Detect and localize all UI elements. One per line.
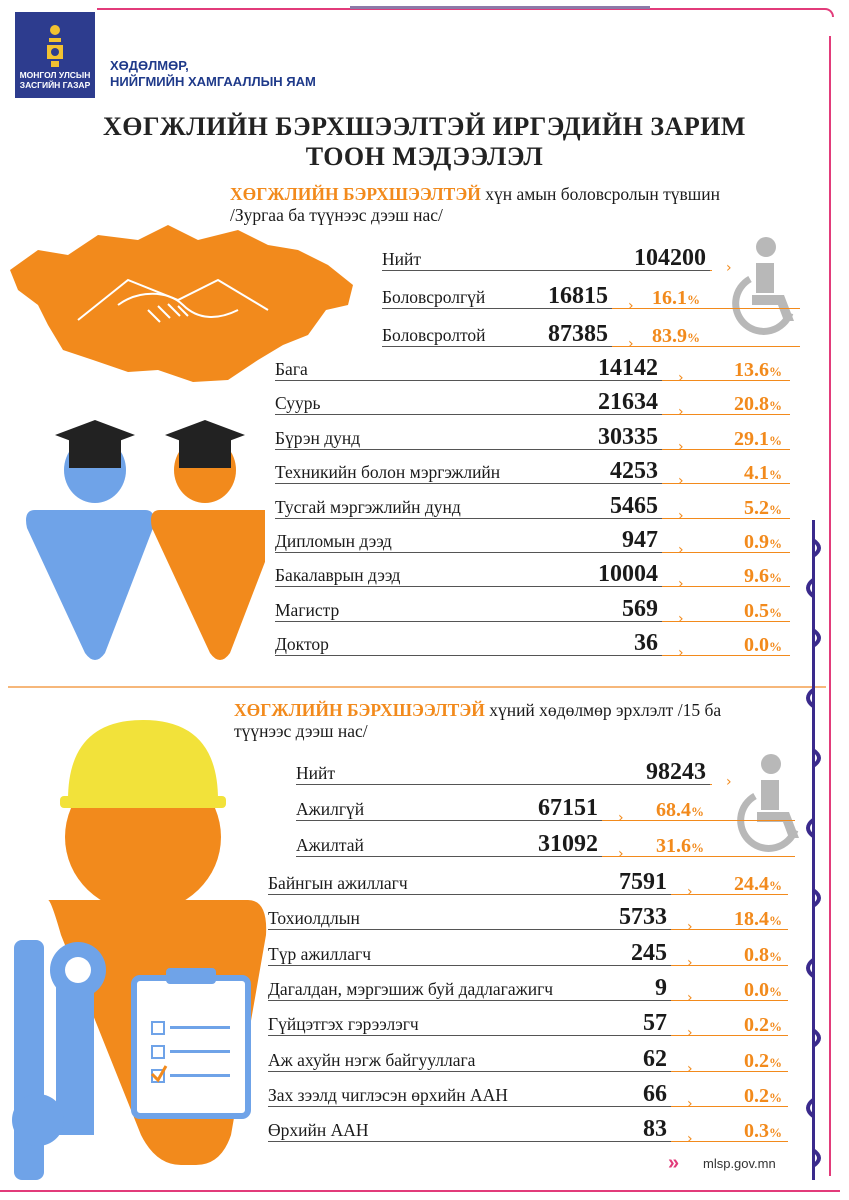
arrow-head-icon: › (678, 576, 684, 593)
education-summary-row (0, 242, 849, 276)
education-summary-value: 87385 (548, 321, 608, 347)
employment-type-percent: 24.4% (734, 873, 782, 895)
arrow-head-icon: › (628, 298, 634, 314)
percent-sign: % (769, 398, 782, 414)
education-level-value: 569 (622, 595, 658, 622)
education-level-label: Бага (275, 359, 308, 379)
education-title-highlight: ХӨГЖЛИЙН БЭРХШЭЭЛТЭЙ (230, 184, 481, 204)
employment-summary-label: Нийт (296, 763, 336, 783)
employment-type-label: Аж ахуйн нэгж байгууллага (268, 1049, 476, 1070)
percent-sign: % (769, 913, 782, 929)
education-level-value: 14142 (598, 355, 658, 381)
employment-type-percent: 0.8% (744, 943, 782, 966)
arrow-head-icon: › (678, 645, 684, 662)
percent-sign: % (691, 840, 704, 855)
education-level-percent: 20.8% (734, 393, 782, 416)
arrow-head-icon: › (687, 954, 693, 971)
arrow-head-icon: › (687, 1095, 693, 1112)
employment-summary-label: Ажилгүй (296, 799, 365, 819)
employment-type-label: Өрхийн ААН (268, 1120, 369, 1141)
footer-arrows-icon: » (668, 1152, 680, 1174)
arrow-head-icon: › (678, 438, 684, 455)
education-level-value: 30335 (598, 423, 658, 450)
percent-sign: % (769, 536, 782, 551)
percent-sign: % (769, 570, 782, 586)
ministry-name (110, 58, 316, 90)
ministry-name-line1: ХӨДӨЛМӨР, (110, 58, 189, 73)
arrow-head-icon: › (687, 989, 693, 1006)
arrow-head-icon: › (687, 1060, 693, 1077)
education-summary-percent: 16.1% (652, 287, 700, 309)
graduates-illustration (25, 385, 265, 665)
education-level-percent: 0.5% (744, 599, 782, 622)
employment-type-row (0, 972, 849, 1006)
education-level-label: Доктор (275, 634, 329, 655)
employment-type-value: 245 (631, 939, 667, 966)
employment-type-row (0, 1078, 849, 1112)
employment-type-label: Байнгын ажиллагч (268, 873, 408, 893)
employment-type-row (0, 866, 849, 900)
arrow-head-icon: › (687, 1131, 693, 1148)
employment-type-percent: 0.2% (744, 1049, 782, 1072)
education-level-label: Тусгай мэргэжлийн дунд (275, 496, 461, 517)
employment-title-rest: хүний хөдөлмөр эрхлэлт /15 ба (489, 700, 722, 720)
employment-type-value: 7591 (619, 869, 667, 895)
employment-summary-value: 31092 (538, 831, 598, 857)
ministry-name-line2: НИЙГМИЙН ХАМГААЛЛЫН ЯАМ (110, 74, 316, 89)
percent-sign: % (769, 639, 782, 655)
section-divider (8, 686, 826, 688)
arrow-head-icon: › (726, 260, 732, 276)
logo-text: МОНГОЛ УЛСЫН ЗАСГИЙН ГАЗАР (19, 70, 91, 90)
mongolian-script-decoration (800, 520, 830, 1180)
employment-type-percent: 0.0% (744, 978, 782, 1001)
education-level-label: Дипломын дээд (275, 531, 392, 551)
education-level-value: 4253 (610, 458, 658, 485)
education-title-line2: /Зургаа ба түүнээс дээш нас/ (230, 205, 443, 225)
education-level-label: Суурь (275, 393, 321, 414)
percent-sign: % (769, 432, 782, 448)
education-level-value: 10004 (598, 561, 658, 588)
education-level-value: 5465 (610, 492, 658, 519)
education-level-percent: 13.6% (734, 359, 782, 381)
arrow-head-icon: › (618, 810, 624, 826)
employment-type-label: Дагалдан, мэргэшиж буй дадлагажигч (268, 978, 554, 999)
page-title-line2: ТООН МЭДЭЭЛЭЛ (305, 142, 544, 171)
employment-summary-arrow-line (710, 784, 712, 785)
education-level-label: Техникийн болон мэргэжлийн (275, 462, 501, 483)
education-summary-label: Нийт (382, 249, 422, 269)
frame-bottom-border (0, 1190, 840, 1192)
percent-sign: % (769, 1054, 782, 1070)
employment-type-percent: 18.4% (734, 908, 782, 931)
employment-type-row (0, 937, 849, 971)
employment-summary-row (0, 792, 849, 826)
percent-sign: % (769, 1089, 782, 1105)
education-level-percent: 4.1% (744, 462, 782, 485)
education-level-percent: 0.0% (744, 634, 782, 657)
education-level-value: 36 (634, 630, 658, 657)
arrow-head-icon: › (726, 774, 732, 790)
percent-sign: % (769, 1125, 782, 1141)
education-summary-value: 104200 (634, 245, 706, 271)
top-accent-bar (350, 6, 650, 9)
employment-summary-row (0, 828, 849, 862)
employment-type-row (0, 1043, 849, 1077)
education-summary-label: Боловсролтой (382, 325, 486, 345)
employment-summary-row (0, 756, 849, 790)
employment-summary-label: Ажилтай (296, 835, 364, 855)
education-summary-row (0, 280, 849, 314)
arrow-head-icon: › (678, 610, 684, 627)
employment-type-label: Түр ажиллагч (268, 943, 372, 964)
employment-section-title (234, 700, 804, 742)
education-summary-label: Боловсролгүй (382, 287, 486, 307)
arrow-head-icon: › (687, 1025, 693, 1042)
page-title (0, 112, 849, 172)
employment-type-value: 66 (643, 1080, 667, 1107)
percent-sign: % (687, 292, 700, 307)
arrow-head-icon: › (678, 542, 684, 558)
employment-type-percent: 0.3% (744, 1120, 782, 1143)
arrow-head-icon: › (678, 370, 684, 386)
education-level-row (0, 352, 849, 386)
percent-sign: % (769, 604, 782, 620)
employment-summary-percent: 68.4% (656, 799, 704, 821)
employment-type-row (0, 1113, 849, 1148)
percent-sign: % (687, 330, 700, 345)
frame-top-border (97, 8, 834, 17)
arrow-head-icon: › (678, 404, 684, 421)
employment-summary-value: 98243 (646, 759, 706, 785)
arrow-head-icon: › (687, 884, 693, 900)
percent-sign: % (769, 501, 782, 517)
arrow-head-icon: › (678, 507, 684, 524)
arrow-head-icon: › (678, 473, 684, 490)
education-level-label: Бүрэн дунд (275, 427, 361, 448)
percent-sign: % (769, 467, 782, 483)
education-summary-arrow-line (710, 270, 712, 271)
education-level-percent: 0.9% (744, 531, 782, 553)
education-level-label: Бакалаврын дээд (275, 565, 401, 586)
employment-type-row (0, 1007, 849, 1042)
employment-title-highlight: ХӨГЖЛИЙН БЭРХШЭЭЛТЭЙ (234, 700, 485, 720)
percent-sign: % (769, 948, 782, 964)
percent-sign: % (691, 804, 704, 819)
employment-type-label: Гүйцэтгэх гэрээлэгч (268, 1014, 419, 1035)
education-summary-row (0, 318, 849, 352)
arrow-head-icon: › (628, 336, 634, 352)
employment-type-value: 62 (643, 1045, 667, 1072)
arrow-head-icon: › (618, 846, 624, 862)
percent-sign: % (769, 1019, 782, 1035)
percent-sign: % (769, 364, 782, 379)
education-level-percent: 5.2% (744, 496, 782, 519)
education-summary-percent: 83.9% (652, 325, 700, 347)
employment-summary-percent: 31.6% (656, 835, 704, 857)
footer-url-link[interactable]: mlsp.gov.mn (703, 1156, 776, 1171)
arrow-head-icon: › (687, 919, 693, 936)
employment-type-value: 83 (643, 1116, 667, 1143)
education-title-rest: хүн амын боловсролын түвшин (485, 184, 720, 204)
employment-type-label: Зах зээлд чиглэсэн өрхийн ААН (268, 1084, 508, 1105)
education-level-percent: 9.6% (744, 565, 782, 588)
percent-sign: % (769, 983, 782, 999)
education-level-percent: 29.1% (734, 427, 782, 450)
percent-sign: % (769, 878, 782, 893)
employment-type-label: Тохиолдлын (268, 908, 360, 929)
education-summary-value: 16815 (548, 283, 608, 309)
education-level-value: 21634 (598, 389, 658, 416)
education-level-value: 947 (622, 527, 658, 553)
employment-type-value: 9 (655, 974, 667, 1001)
employment-summary-value: 67151 (538, 795, 598, 821)
page-title-line1: ХӨГЖЛИЙН БЭРХШЭЭЛТЭЙ ИРГЭДИЙН ЗАРИМ (103, 112, 746, 141)
employment-type-value: 57 (643, 1010, 667, 1037)
employment-type-value: 5733 (619, 904, 667, 931)
employment-type-percent: 0.2% (744, 1084, 782, 1107)
education-level-label: Магистр (275, 599, 340, 620)
employment-type-percent: 0.2% (744, 1014, 782, 1037)
employment-title-line2: түүнээс дээш нас/ (234, 721, 368, 741)
employment-type-row (0, 901, 849, 936)
